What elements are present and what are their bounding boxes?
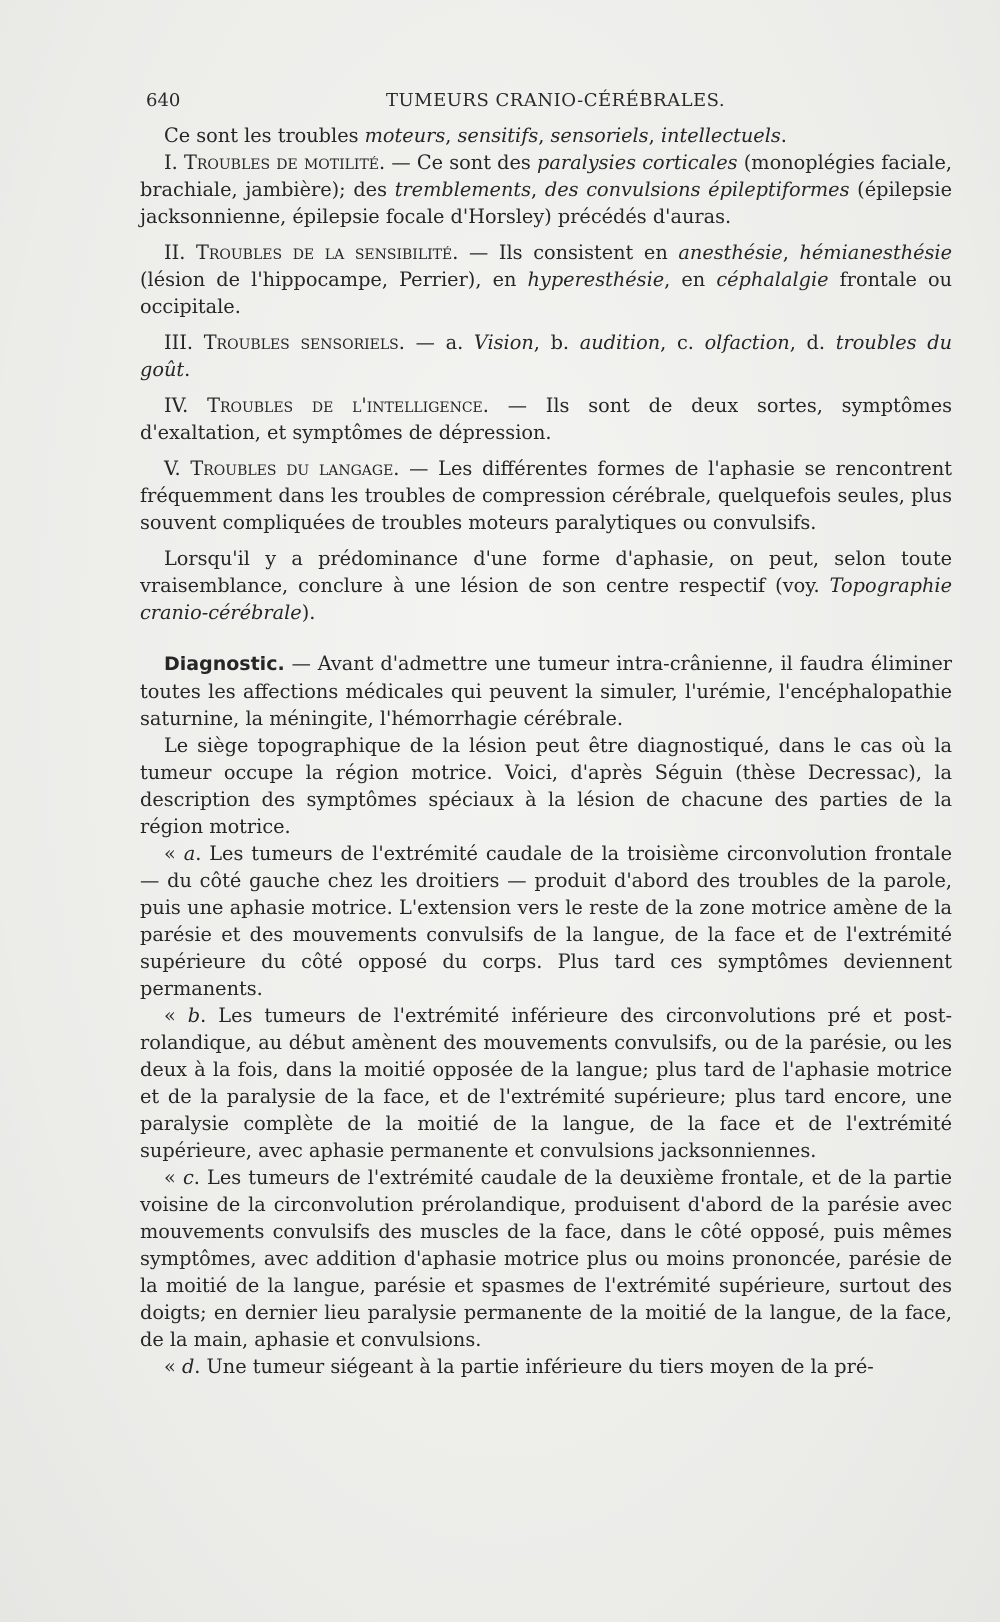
- page-header: [146, 90, 952, 120]
- quote-c: « c. Les tumeurs de l'extrémité caudale de la deuxième frontale, et de la partie voisine de la circonvolution prérolandique, produisent d'abord de la parésie avec mouvements convulsifs des muscles de la face, dans le côté opposé, puis mêmes symptômes, avec addition d'aphasie motrice plus ou moins prononcée, parésie de la moitié de la langue, parésie et spasmes de l'extrémité supérieure, surtout des doigts; en dernier lieu paralysie permanente de la moitié de la langue, de la face, de la main, aphasie et convulsions.: [140, 1166, 952, 1351]
- page-number: 640: [146, 90, 181, 111]
- diagnostic-paragraph: Diagnostic. — Avant d'admettre une tumeur intra-crânienne, il faudra éliminer toutes les affections médicales qui peuvent la simuler, l'urémie, l'encéphalopathie saturnine, la méningite, l'hémorrhagie cérébrale.: [140, 652, 952, 730]
- quote-d: « d. Une tumeur siégeant à la partie inférieure du tiers moyen de la pré-: [164, 1355, 874, 1378]
- section-title: Troubles de l'intelligence.: [207, 394, 489, 417]
- section-title: Troubles de motilité.: [183, 151, 386, 174]
- running-head: TUMEURS CRANIO-CÉRÉBRALES.: [386, 90, 726, 111]
- section-motilite: I. Troubles de motilité. — Ce sont des paralysies corticales (monoplégies faciale, brachiale, jambière); des tremblements, des convulsions épileptiformes (épilepsie jacksonnienne, épilepsie focale d'Horsley) précédés d'auras.: [140, 151, 953, 228]
- quote-a: « a. Les tumeurs de l'extrémité caudale de la troisième circonvolution frontale — du côté gauche chez les droitiers — produit d'abord des troubles de la parole, puis une aphasie motrice. L'extension vers le reste de la zone motrice amène de la parésie et des mouvements convulsifs de la langue, de la face et de l'extrémité supérieure du côté opposé du corps. Plus tard ces symptômes deviennent permanents.: [140, 842, 952, 1000]
- body-text: [140, 122, 952, 1380]
- paragraph-siege: Le siège topographique de la lésion peut être diagnostiqué, dans le cas où la tumeur occupe la région motrice. Voici, d'après Séguin (thèse Decressac), la description des symptômes spéciaux à la lésion de chacune des parties de la région motrice.: [140, 734, 952, 838]
- section-title: Troubles du langage.: [190, 457, 400, 480]
- section-title: Troubles de la sensibilité.: [196, 241, 459, 264]
- section-sensibilite: II. Troubles de la sensibilité. — Ils consistent en anesthésie, hémianesthésie (lésion de l'hippocampe, Perrier), en hyperesthésie, en céphalalgie frontale ou occipitale.: [140, 241, 952, 318]
- section-title: Troubles sensoriels.: [203, 331, 405, 354]
- section-sensoriels: III. Troubles sensoriels. — a. Vision, b. audition, c. olfaction, d. troubles du goût.: [140, 331, 952, 381]
- diagnostic-heading: Diagnostic.: [164, 653, 285, 675]
- quote-b: « b. Les tumeurs de l'extrémité inférieure des circonvolutions pré et post-rolandique, au début amènent des mouvements convulsifs, ou de la parésie, ou les deux à la fois, dans la moitié opposée de la langue; plus tard de l'aphasie motrice et de la paralysie de la face, et de l'extrémité supérieure; plus tard encore, une paralysie complète de la moitié de la langue, de la face et de l'extrémité supérieure, avec aphasie permanente et convulsions jacksonniennes.: [140, 1004, 952, 1162]
- intro-paragraph: Ce sont les troubles moteurs, sensitifs, sensoriels, intellectuels.: [164, 124, 787, 147]
- paragraph-aphasie: Lorsqu'il y a prédominance d'une forme d'aphasie, on peut, selon toute vraisemblance, conclure à une lésion de son centre respectif (voy. Topographie cranio-cérébrale).: [140, 547, 952, 624]
- section-langage: V. Troubles du langage. — Les différentes formes de l'aphasie se rencontrent fréquemment dans les troubles de compression cérébrale, quelquefois seules, plus souvent compliquées de troubles moteurs paralytiques ou convulsifs.: [140, 457, 953, 534]
- section-intelligence: IV. Troubles de l'intelligence. — Ils sont de deux sortes, symptômes d'exaltation, et symptômes de dépression.: [140, 394, 952, 444]
